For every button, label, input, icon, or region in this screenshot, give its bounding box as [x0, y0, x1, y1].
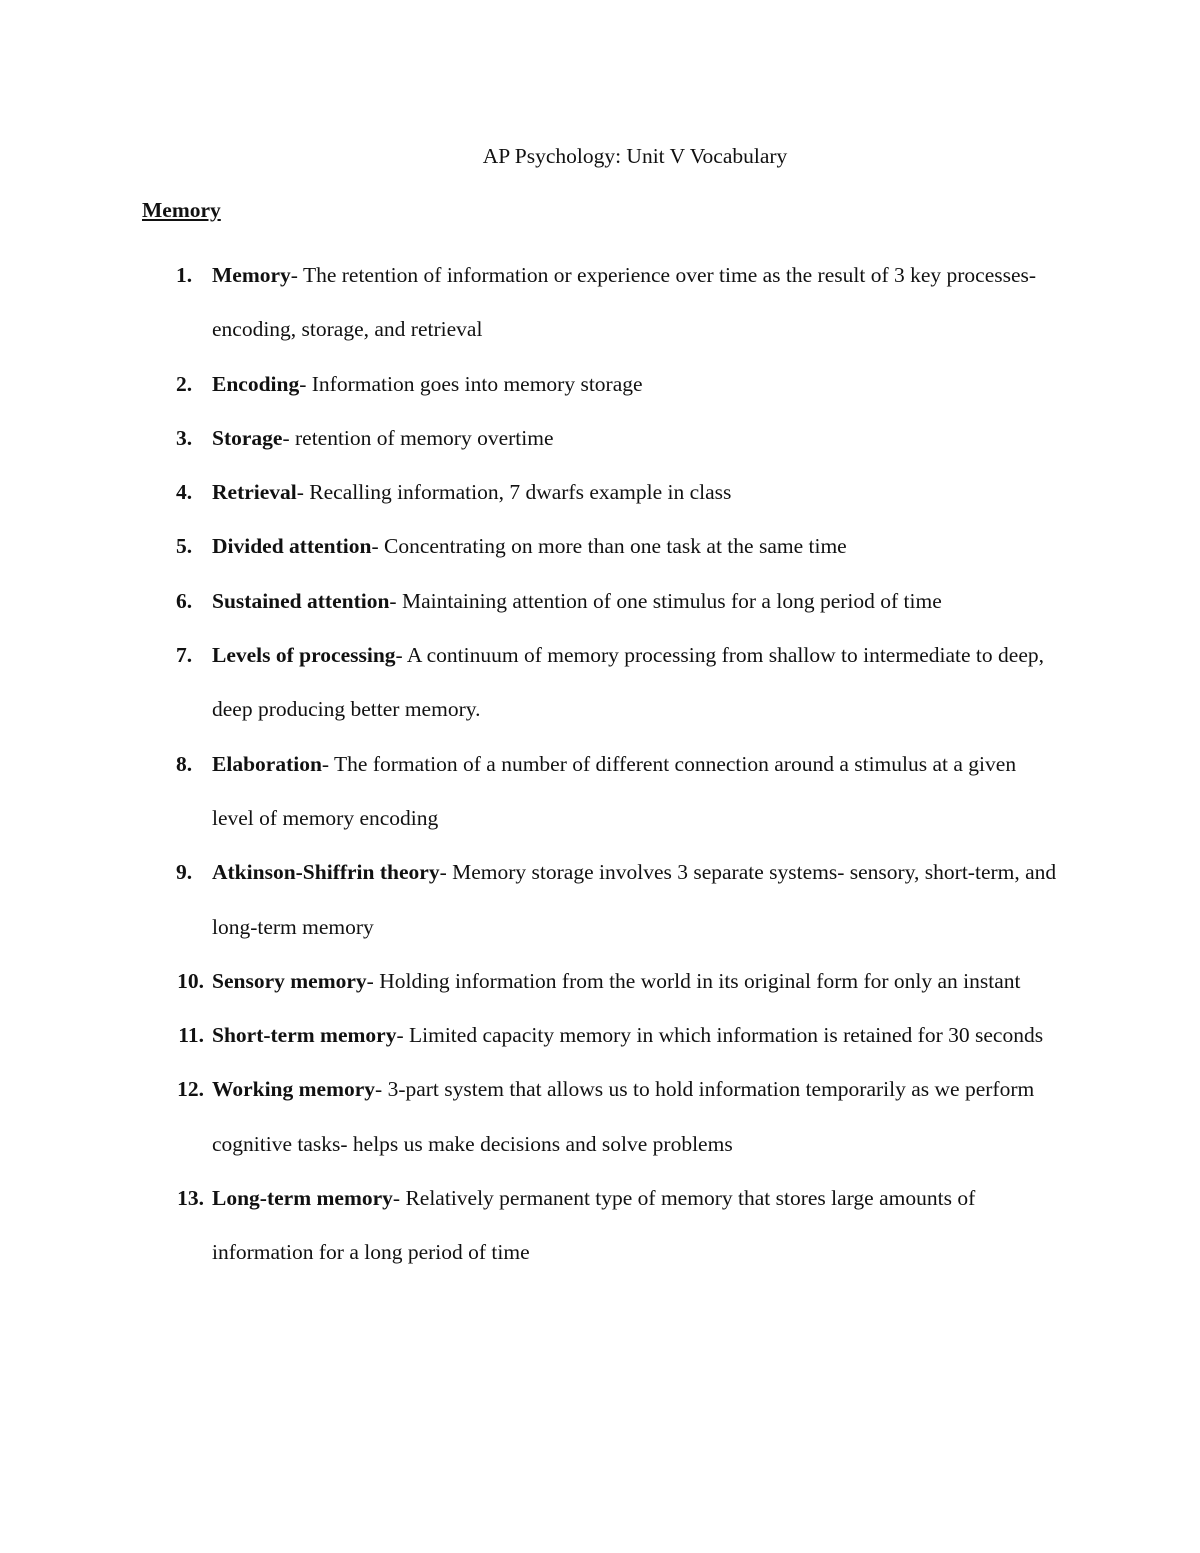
vocab-definition: - Information goes into memory storage [299, 371, 643, 396]
vocab-term: Atkinson-Shiffrin theory [212, 860, 440, 885]
vocab-item [0, 1008, 1062, 1062]
vocab-item [0, 519, 1062, 573]
item-number: 4. [176, 480, 193, 505]
item-number: 9. [176, 860, 193, 885]
vocab-term: Levels of processing [212, 643, 396, 668]
document-title: AP Psychology: Unit V Vocabulary [482, 144, 788, 168]
vocab-term: Memory [212, 263, 291, 287]
item-number: 2. [176, 371, 193, 396]
vocab-item [0, 357, 1062, 411]
item-number: 13. [177, 1186, 204, 1211]
vocab-definition: - retention of memory overtime [282, 425, 554, 450]
vocab-item [0, 1171, 1062, 1280]
vocab-item [0, 1062, 1062, 1171]
vocab-term: Storage [212, 425, 283, 450]
vocab-item [0, 465, 1062, 519]
vocabulary-list [0, 248, 1200, 1280]
vocab-definition: - The retention of information or experience over time as the result of 3 key processes- encoding, storage, and retrieval [212, 263, 1037, 342]
vocab-term: Elaboration [212, 751, 322, 776]
item-number: 7. [176, 643, 193, 668]
item-number: 5. [176, 534, 193, 559]
vocab-definition: - The formation of a number of different connection around a stimulus at a given level of memory encoding [212, 751, 1017, 830]
vocab-item [0, 411, 1062, 465]
vocab-definition: - Relatively permanent type of memory that stores large amounts of information for a long period of time [212, 1186, 976, 1265]
item-number: 11. [178, 1023, 204, 1048]
vocab-definition: - Limited capacity memory in which information is retained for 30 seconds [396, 1023, 1044, 1048]
vocab-definition: - Holding information from the world in its original form for only an instant [366, 968, 1021, 993]
item-number: 1. [176, 263, 193, 287]
vocab-item [0, 954, 1062, 1008]
item-number: 12. [177, 1077, 204, 1102]
item-number: 10. [177, 968, 204, 993]
vocab-item [0, 574, 1062, 628]
vocab-definition: - Concentrating on more than one task at the same time [371, 534, 847, 559]
vocab-term: Sustained attention [212, 588, 390, 613]
vocab-definition: - Maintaining attention of one stimulus for a long period of time [389, 588, 942, 613]
vocab-definition: - 3-part system that allows us to hold information temporarily as we perform cognitive tasks- helps us make decisions and solve problems [212, 1077, 1035, 1156]
item-number: 6. [176, 588, 193, 613]
vocab-definition: - Memory storage involves 3 separate systems- sensory, short-term, and long-term memory [212, 860, 1057, 939]
item-number: 8. [176, 751, 193, 776]
vocab-item [0, 628, 1062, 737]
item-number: 3. [176, 425, 193, 450]
vocab-term: Short-term memory [212, 1023, 397, 1048]
vocab-item [0, 248, 1062, 357]
vocab-term: Long-term memory [212, 1186, 393, 1211]
vocab-term: Encoding [212, 371, 300, 396]
vocab-definition: - Recalling information, 7 dwarfs example in class [296, 480, 732, 505]
vocab-item [0, 845, 1062, 954]
section-heading-memory: Memory [142, 198, 221, 222]
vocab-definition: - A continuum of memory processing from shallow to intermediate to deep, deep producing better memory. [212, 643, 1044, 722]
vocab-term: Sensory memory [212, 968, 367, 993]
vocab-item [0, 737, 1062, 846]
vocab-term: Retrieval [212, 480, 297, 505]
vocab-term: Divided attention [212, 534, 372, 559]
vocab-term: Working memory [212, 1077, 376, 1102]
